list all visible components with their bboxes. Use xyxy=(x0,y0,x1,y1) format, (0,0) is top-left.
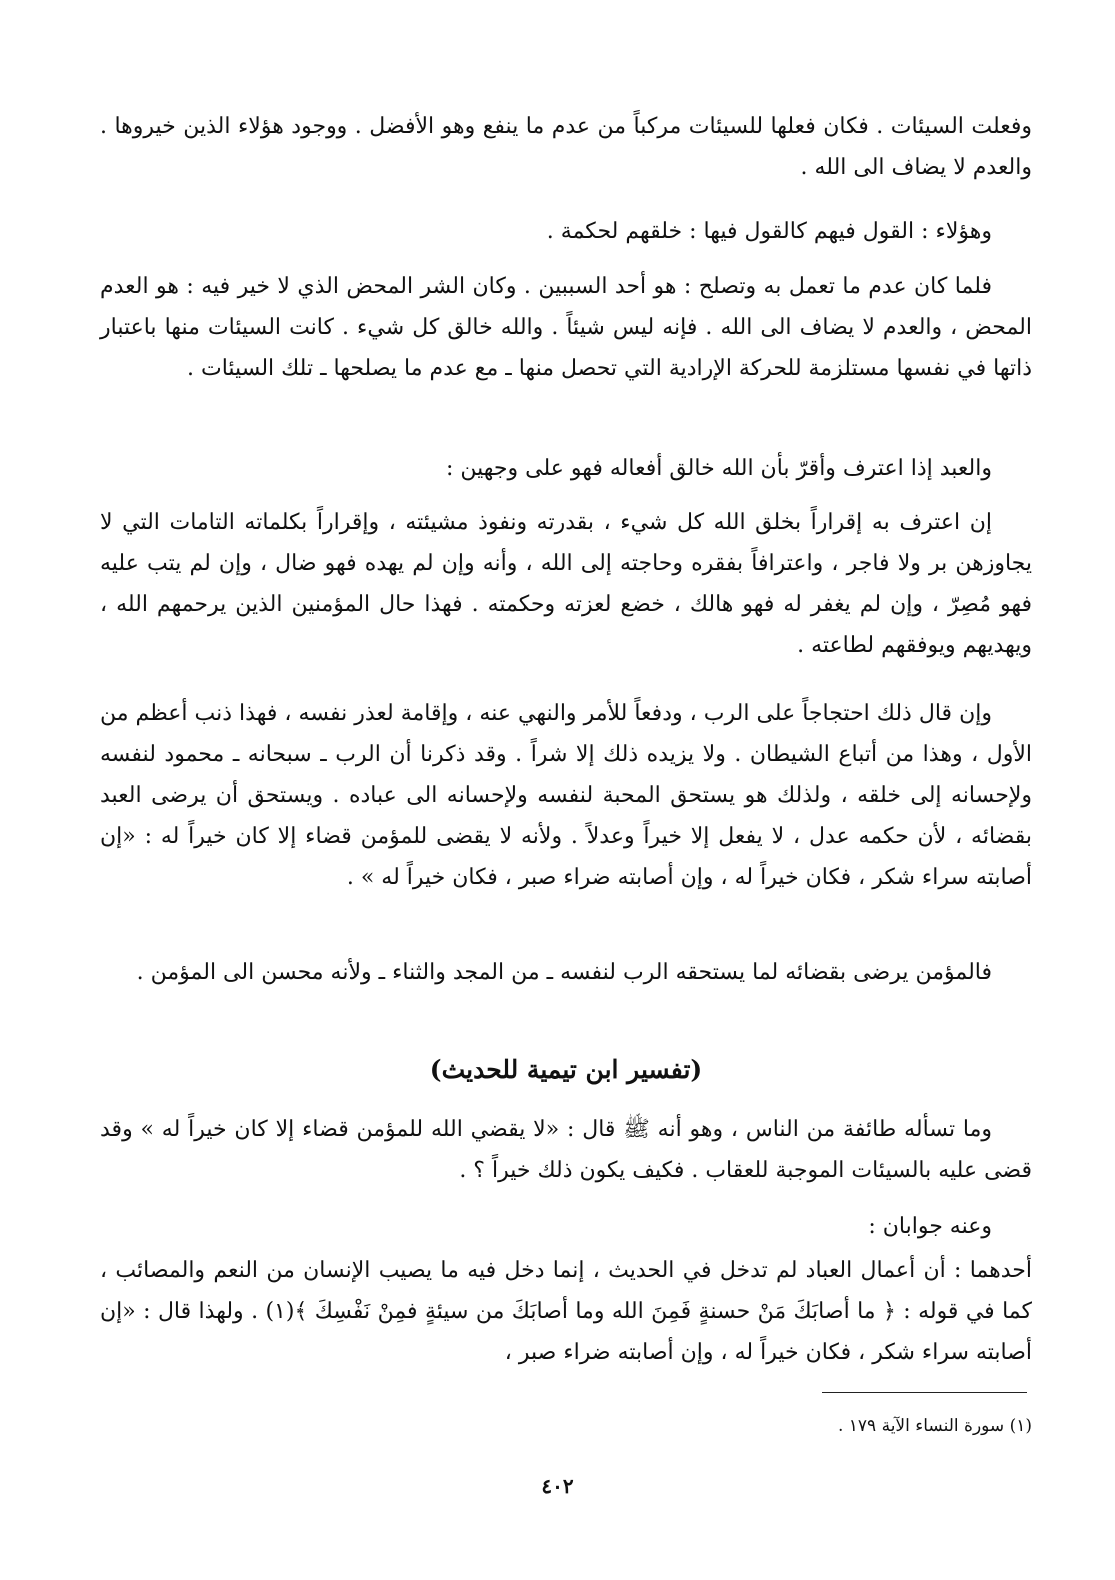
paragraph-3: فلما كان عدم ما تعمل به وتصلح : هو أحد السببين . وكان الشر المحض الذي لا خير فيه : هو العدم المحض ، والعدم لا يضاف الى الله . فإنه ليس شيئاً . والله خالق كل شيء . كانت السيئات منها باعتبار ذاتها في نفسها مستلزمة للحركة الإرادية التي تحصل منها ـ مع عدم ما يصلحها ـ تلك السيئات . xyxy=(100,274,1032,381)
paragraph-6: وإن قال ذلك احتجاجاً على الرب ، ودفعاً للأمر والنهي عنه ، وإقامة لعذر نفسه ، فهذا ذنب أعظم من الأول ، وهذا من أتباع الشيطان . ولا يزيده ذلك إلا شراً . وقد ذكرنا أن الرب ـ سبحانه ـ محمود لنفسه ولإحسانه إلى خلقه ، ولذلك هو يستحق المحبة لنفسه ولإحسانه الى عباده . ويستحق أن يرضى العبد بقضائه ، لأن حكمه عدل ، لا يفعل إلا خيراً وعدلاً . ولأنه لا يقضى للمؤمن قضاء إلا كان خيراً له : «إن أصابته سراء شكر ، فكان خيراً له ، وإن أصابته ضراء صبر ، فكان خيراً له » . xyxy=(100,701,1032,890)
page-number: ٤٠٢ xyxy=(541,1474,574,1498)
section-heading: (تفسير ابن تيمية للحديث) xyxy=(429,1055,703,1084)
paragraph-5: إن اعترف به إقراراً بخلق الله كل شيء ، بقدرته ونفوذ مشيئته ، وإقراراً بكلماته التامات التي لا يجاوزهن بر ولا فاجر ، واعترافاً بفقره وحاجته إلى الله ، وأنه وإن لم يهده فهو ضال ، وإن لم يتب عليه فهو مُصِرّ ، وإن لم يغفر له فهو هالك ، خضع لعزته وحكمته . فهذا حال المؤمنين الذين يرحمهم الله ، ويهديهم ويوفقهم لطاعته . xyxy=(100,510,1032,658)
paragraph-10: أحدهما : أن أعمال العباد لم تدخل في الحديث ، إنما دخل فيه ما يصيب الإنسان من النعم والمصائب ، كما في قوله : ﴿ ما أصابَكَ مَنْ حسنةٍ فَمِنَ الله وما أصابَكَ من سيئةٍ فمِنْ نَفْسِكَ ﴾(١) . ولهذا قال : «إن أصابته سراء شكر ، فكان خيراً له ، وإن أصابته ضراء صبر ، xyxy=(100,1258,1032,1365)
paragraph-4: والعبد إذا اعترف وأقرّ بأن الله خالق أفعاله فهو على وجهين : xyxy=(445,456,992,481)
paragraph-1: وفعلت السيئات . فكان فعلها للسيئات مركباً من عدم ما ينفع وهو الأفضل . ووجود هؤلاء الذين خيروها . والعدم لا يضاف الى الله . xyxy=(100,114,1032,180)
paragraph-7: فالمؤمن يرضى بقضائه لما يستحقه الرب لنفسه ـ من المجد والثناء ـ ولأنه محسن الى المؤمن . xyxy=(136,960,992,985)
paragraph-9: وعنه جوابان : xyxy=(868,1214,992,1239)
footnote: (١) سورة النساء الآية ١٧٩ . xyxy=(837,1416,1032,1436)
paragraph-2: وهؤلاء : القول فيهم كالقول فيها : خلقهم لحكمة . xyxy=(546,219,992,244)
paragraph-8: وما تسأله طائفة من الناس ، وهو أنه ﷺ قال : «لا يقضي الله للمؤمن قضاء إلا كان خيراً له » وقد قضى عليه بالسيئات الموجبة للعقاب . فكيف يكون ذلك خيراً ؟ . xyxy=(100,1117,1032,1183)
footnote-separator xyxy=(822,1392,1027,1393)
